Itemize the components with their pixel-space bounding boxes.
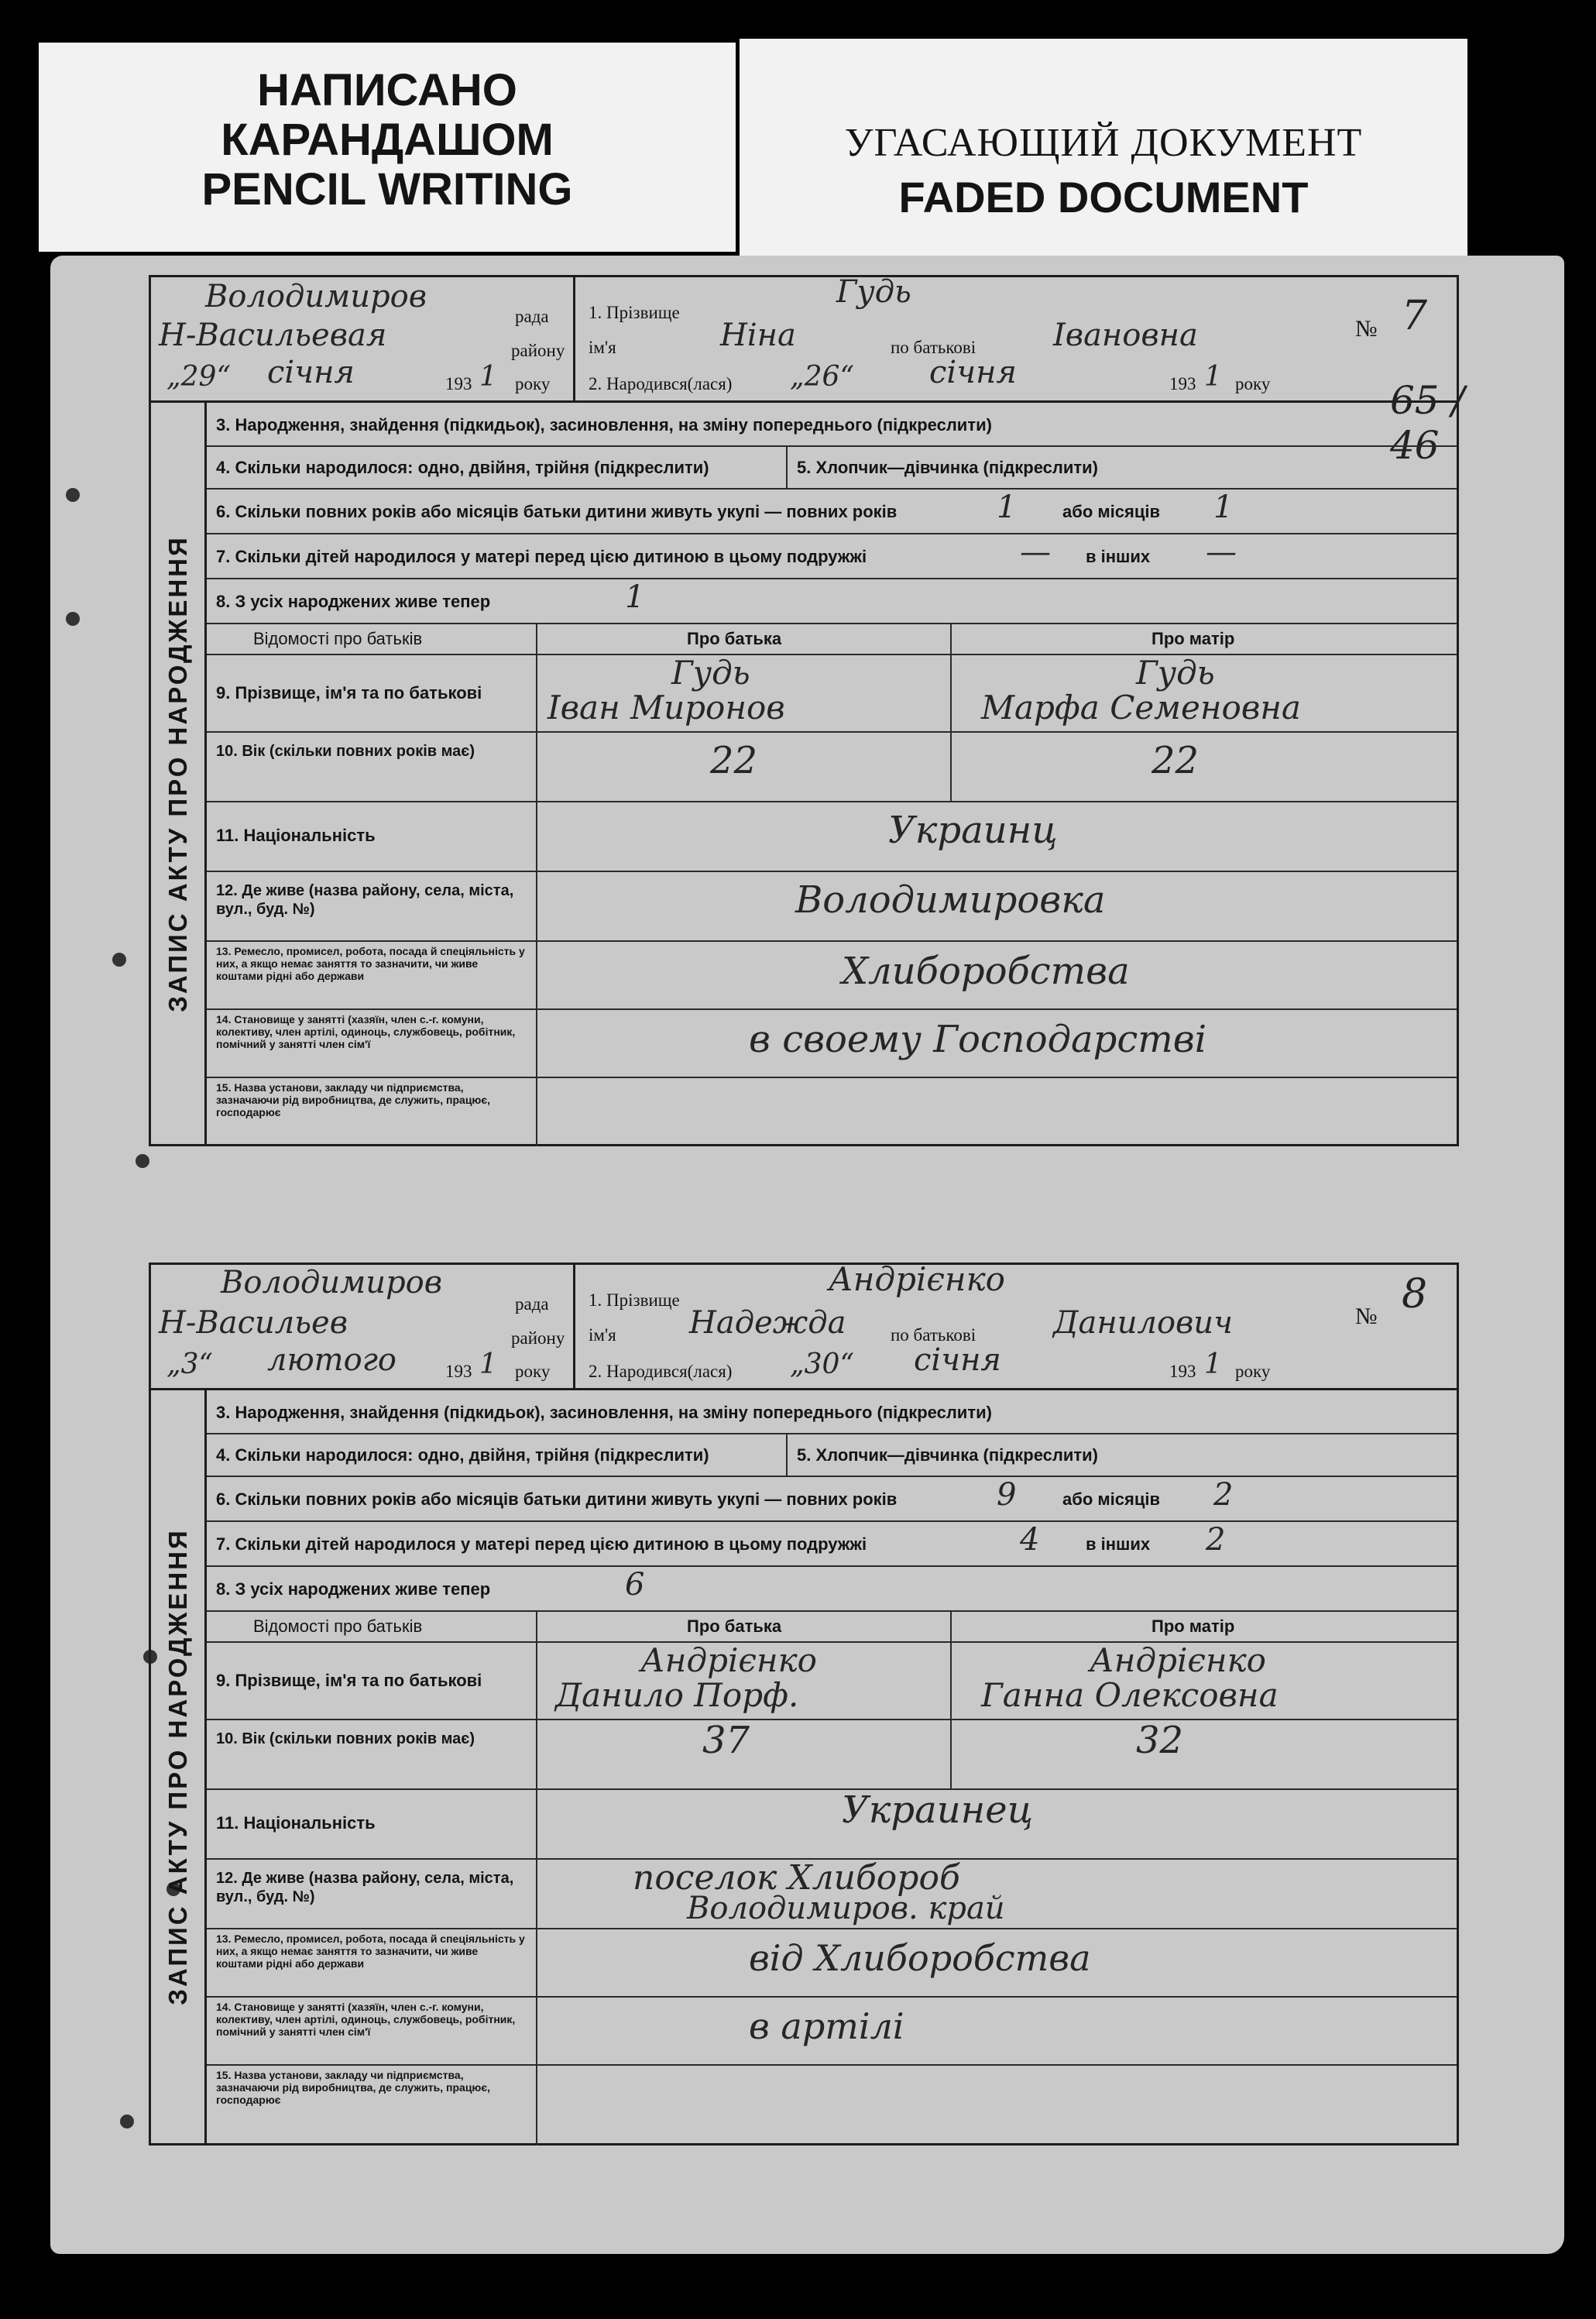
- record-1-date-day: „29“: [166, 361, 231, 393]
- binding-holes: [66, 488, 84, 2192]
- record-1-father-age: 22: [710, 739, 758, 782]
- record-1-patronymic: Івановна: [1053, 318, 1198, 353]
- record-1-mother-name: Марфа Семеновна: [981, 689, 1301, 727]
- record-2-row-14: 14. Становище у занятті (хазяїн, член с.-г. комуни, колективу, член артілі, одиноць, службовець, робітник, помічний у занятті член сім'ї в артілі: [207, 1996, 1457, 2066]
- record-1-row-15: 15. Назва установи, закладу чи підприємства, зазначаючи рід виробництва, де служить, працює, господарює: [216, 1081, 491, 1118]
- record-2-row-12: 12. Де живе (назва району, села, міста, вул., буд. №) поселок Хлибороб Володимиров. край: [207, 1858, 1457, 1929]
- record-1-year: 1: [479, 361, 497, 393]
- record-1-father-surname: Гудь: [671, 654, 750, 692]
- name-label: ім'я: [589, 338, 616, 357]
- pencil-label-line2: КАРАНДАШОМ: [221, 115, 554, 165]
- record-2-mother-surname: Андрієнко: [1090, 1641, 1266, 1679]
- record-1-row-11: 11. Національність Украинц: [207, 801, 1457, 872]
- born-label: 2. Народився(лася): [589, 374, 733, 393]
- record-2-nationality: Украинец: [842, 1788, 1034, 1832]
- record-1-row-12: 12. Де живе (назва району, села, міста, вул., буд. №) Володимировка: [207, 871, 1457, 942]
- faded-label-en: FADED DOCUMENT: [898, 173, 1309, 222]
- raionu-label: району: [511, 341, 565, 360]
- record-2-number: 8: [1402, 1271, 1428, 1318]
- patronymic-label: по батькові: [891, 338, 976, 357]
- record-2-header: [149, 1260, 1459, 1390]
- born-roku-label: року: [1235, 374, 1271, 393]
- record-1-row-3: 3. Народження, знайдення (підкидьок), засиновлення, на зміну попереднього (підкреслити): [207, 403, 1457, 447]
- record-1-born-day: „26“: [790, 361, 854, 393]
- record-1-nationality: Украинц: [888, 809, 1058, 852]
- record-2-child-cell: 1. Прізвище Андрієнко ім'я Надежда по батькові Данилович 2. Народився(лася) „30“ січня 193 1 року № 8: [589, 1260, 1428, 1381]
- record-1-born-month: січня: [929, 355, 1017, 390]
- record-1-months-together: 1: [1213, 490, 1234, 525]
- record-2-row-13: 13. Ремесло, промисел, робота, посада й спеціяльність у них, а якщо немає заняття то зазначити, чи живе коштами рідні або держави від Хлиборобства: [207, 1928, 1457, 1998]
- record-2-years-together: 9: [997, 1477, 1017, 1513]
- record-2-date-month: лютого: [267, 1342, 396, 1378]
- record-2-residence: поселок Хлибороб: [633, 1858, 960, 1898]
- record-1-mother-age: 22: [1152, 739, 1200, 782]
- record-1-children-other: —: [1206, 534, 1237, 570]
- record-2-children-other: 2: [1206, 1522, 1226, 1558]
- pencil-label-line1: НАПИСАНО: [257, 65, 517, 115]
- record-1-raion-value: Н-Васильевая: [159, 318, 387, 353]
- record-1-name: Ніна: [720, 318, 796, 353]
- record-2-registry-cell: Володимиров рада Н-Васильев району „3“ лютого 193 1 року: [151, 1265, 575, 1388]
- record-2-children-before: 4: [1020, 1522, 1040, 1558]
- record-1-margin-note: 65 / 46: [1390, 378, 1465, 468]
- record-1-position: в своему Господарстві: [749, 1018, 1207, 1061]
- record-1-rada-value: Володимиров: [205, 279, 427, 314]
- record-2-row-15: 15. Назва установи, закладу чи підприємства, зазначаючи рід виробництва, де служить, працює, господарює: [216, 2069, 491, 2106]
- record-2-alive: 6: [625, 1567, 645, 1603]
- record-2-row-7: 7. Скільки дітей народилося у матері перед цією дитиною в цьому подружжі 4 в інших 2: [207, 1520, 1457, 1567]
- record-2-row-10: 10. Вік (скільки повних років має) 37 32: [207, 1719, 1457, 1790]
- record-2-father-age: 37: [702, 1719, 750, 1762]
- record-1-row-10: 10. Вік (скільки повних років має) 22 22: [207, 731, 1457, 802]
- record-2-occupation: від Хлиборобства: [749, 1937, 1091, 1979]
- record-1-sidebar: [149, 403, 204, 1146]
- faded-document-label: [740, 39, 1467, 256]
- record-2-row-9: 9. Прізвище, ім'я та по батькові Андрієнко Данило Порф. Андрієнко Ганна Олексовна: [207, 1641, 1457, 1720]
- record-1-born-year: 1: [1204, 361, 1222, 393]
- birth-record-2: [149, 1260, 1459, 2146]
- record-2-residence-2: Володимиров. край: [687, 1891, 1005, 1926]
- record-2-row-11: 11. Національність Украинец: [207, 1788, 1457, 1860]
- record-1-date-month: січня: [267, 355, 355, 390]
- roku-label: року: [515, 374, 551, 393]
- number-label: №: [1355, 316, 1378, 342]
- record-1-father-name: Іван Миронов: [547, 689, 785, 727]
- record-1-row-9: 9. Прізвище, ім'я та по батькові Гудь Іван Миронов Гудь Марфа Семеновна: [207, 654, 1457, 733]
- record-1-registry-cell: [151, 277, 575, 400]
- record-1-row-13: 13. Ремесло, промисел, робота, посада й спеціяльність у них, а якщо немає заняття то зазначити, чи живе коштами рідні або держави Хлиборобства: [207, 940, 1457, 1010]
- record-2-mother-name: Ганна Олексовна: [981, 1676, 1279, 1714]
- record-2-row-6: 6. Скільки повних років або місяців батьки дитини живуть укупі — повних років 9 або місяців 2: [207, 1476, 1457, 1522]
- record-2-raion-value: Н-Васильев: [159, 1305, 348, 1341]
- record-1-alive: 1: [625, 579, 645, 615]
- pencil-label-line3: PENCIL WRITING: [201, 164, 573, 215]
- record-2-born-year: 1: [1204, 1348, 1222, 1380]
- record-2-date-day: „3“: [166, 1348, 213, 1380]
- record-2-rada-value: Володимиров: [221, 1265, 443, 1300]
- record-1-years-together: 1: [997, 490, 1017, 525]
- record-1-row-14: 14. Становище у занятті (хазяїн, член с.-г. комуни, колективу, член артілі, одиноць, службовець, робітник, помічний у занятті член сім'ї в своему Господарстві: [207, 1008, 1457, 1078]
- record-2-sidebar: ЗАПИС АКТУ ПРО НАРОДЖЕННЯ: [149, 1390, 204, 2146]
- record-1-number: 7: [1402, 293, 1428, 339]
- birth-record-1: [149, 274, 1465, 1146]
- record-1-parents-header: Відомості про батьків Про батька Про матір: [207, 623, 1457, 655]
- record-2-row-3: 3. Народження, знайдення (підкидьок), засиновлення, на зміну попереднього (підкреслити): [207, 1390, 1457, 1434]
- record-1-mother-surname: Гудь: [1136, 654, 1215, 692]
- record-1-table: [204, 403, 1459, 1146]
- record-1-occupation: Хлиборобства: [842, 950, 1130, 993]
- record-1-residence: Володимировка: [795, 878, 1106, 922]
- record-1-row-4-5: 4. Скільки народилося: одно, двійня, трійня (підкреслити) 5. Хлопчик—дівчинка (підкреслити): [207, 445, 1457, 490]
- record-2-surname: Андрієнко: [829, 1260, 1005, 1298]
- record-2-born-month: січня: [914, 1342, 1001, 1378]
- record-1-surname: Гудь: [836, 274, 911, 310]
- pencil-writing-label: [39, 43, 736, 252]
- record-1-row-6: 6. Скільки повних років або місяців батьки дитини живуть укупі — повних років 1 або місяців 1: [207, 488, 1457, 534]
- record-1-row-8: 8. З усіх народжених живе тепер 1: [207, 578, 1457, 624]
- record-2-father-name: Данило Порф.: [555, 1676, 799, 1714]
- record-2-year: 1: [479, 1348, 497, 1380]
- record-2-mother-age: 32: [1136, 1719, 1184, 1762]
- record-2-position: в артілі: [749, 2005, 904, 2047]
- record-1-children-before: —: [1020, 534, 1051, 570]
- record-2-months-together: 2: [1213, 1477, 1234, 1513]
- record-1-sidebar-title: ЗАПИС АКТУ ПРО НАРОДЖЕННЯ: [163, 534, 192, 1012]
- year-prefix-label: 193: [445, 374, 472, 393]
- record-2-parents-header: Відомості про батьків Про батька Про матір: [207, 1610, 1457, 1643]
- record-2-table: [204, 1390, 1459, 2146]
- record-2-row-8: 8. З усіх народжених живе тепер 6: [207, 1565, 1457, 1612]
- record-2-patronymic: Данилович: [1053, 1305, 1233, 1341]
- record-2-born-day: „30“: [790, 1348, 854, 1380]
- record-2-father-surname: Андрієнко: [640, 1641, 817, 1679]
- record-2-row-4-5: 4. Скільки народилося: одно, двійня, трійня (підкреслити) 5. Хлопчик—дівчинка (підкреслити): [207, 1433, 1457, 1477]
- record-1-row-7: 7. Скільки дітей народилося у матері перед цією дитиною в цьому подружжі — в інших —: [207, 533, 1457, 579]
- rada-label: рада: [515, 307, 549, 326]
- record-2-name: Надежда: [689, 1305, 846, 1341]
- faded-label-ru: УГАСАЮЩИЙ ДОКУМЕНТ: [844, 121, 1363, 165]
- surname-label: 1. Прізвище: [589, 303, 680, 322]
- born-year-prefix: 193: [1169, 374, 1196, 393]
